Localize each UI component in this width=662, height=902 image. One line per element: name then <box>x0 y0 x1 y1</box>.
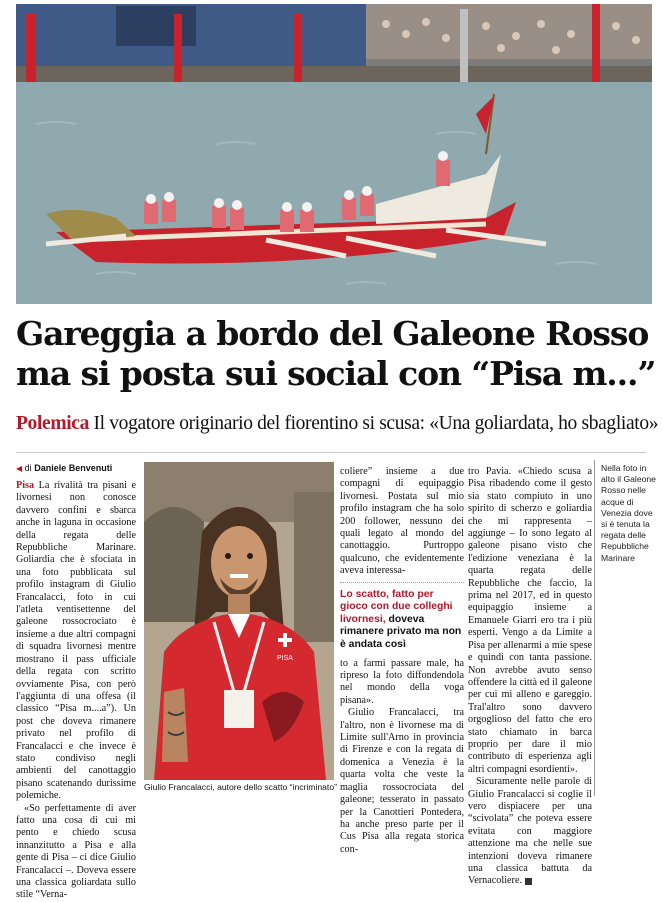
pullquote-highlight: Lo scatto, fatto per gioco con due colleghi livornesi, <box>340 588 453 625</box>
side-caption: Nella foto in alto il Galeone Rosso nelle acque di Venezia dove si è tenuta la regata delle Repubbliche Marinare <box>601 463 656 563</box>
headline-line-2: ma si posta sui social con “Pisa m...” <box>16 354 656 393</box>
portrait-photo <box>144 462 334 780</box>
byline-author: Daniele Benvenuti <box>34 463 113 473</box>
article-column-3 <box>340 466 464 856</box>
paragraph <box>16 480 136 803</box>
pullquote <box>340 589 464 652</box>
rower-portrait-illustration <box>144 462 334 780</box>
square-end-icon <box>525 878 532 885</box>
galeone-boat-illustration <box>16 4 652 304</box>
dateline: Pisa <box>16 480 35 491</box>
paragraph-text: Sicuramente nelle parole di Giulio Francalacci si coglie il vero dispiacere per una “scivolata” che poteva essere evitata con maggiore attenzione ma che nelle sue intenzioni doveva rimanere una classica battuta da Vernacoliere. <box>468 776 592 887</box>
pullquote-divider <box>340 582 464 583</box>
byline-prefix: di <box>24 463 32 473</box>
regatta-photo <box>16 4 652 304</box>
pullquote-text: doveva rimanere privato ma non è andata così <box>340 613 462 651</box>
subheadline <box>16 412 659 436</box>
subhead-text: Il vogatore originario del fiorentino si scusa: «Una goliardata, ho sbagliato» <box>89 413 659 434</box>
sidebar-divider <box>594 460 595 796</box>
paragraph <box>468 776 592 888</box>
paragraph: to a farmi passare male, ha ripreso la foto diffondendola nel mondo della voga pisana». <box>340 657 464 706</box>
headline-line-1: Gareggia a bordo del Galeone Rosso <box>16 314 649 353</box>
headline <box>16 314 656 394</box>
paragraph: tro Pavia. «Chiedo scusa a Pisa ribadendo come il gesto sia stato compiuto in uno spirito di scherzo e goliardia che mi rappresenta – aggiunge – Io sono legato al galeone pisano visto che l'edizione veneziana è la quarta regata delle Repubbliche che faccio, la prima nel 2017, ed in questo equipaggio insieme a Emanuele Giarri ero tra i più esperti. Vengo a da Limite a Pisa per allenarmi a mie spese e quindi con tanta passione. Non avrebbe avuto senso offendere la città ed il galeone per cui mi alleno e gareggio. Tral'altro sono davvero orgoglioso del fatto che ero stato chiamato in barca proprio per dare il mio contributo di esperienza agli altri compagni esordienti». <box>468 466 592 775</box>
photo-caption: Giulio Francalacci, autore dello scatto “incriminato” <box>144 782 337 792</box>
triangle-left-icon: ◀ <box>16 464 23 473</box>
article-column-1 <box>16 462 136 902</box>
jersey-text: PISA <box>277 655 293 662</box>
paragraph: coliere” insieme a due compagni di equipaggio livornesi. Postata sul mio profilo instagram che ha solo 200 follower, nessuno dei quali legato al mondo del canottaggio. Purtroppo qualcuno, che evidentemente aveva interessa- <box>340 466 464 577</box>
article-column-4 <box>468 466 592 888</box>
paragraph-text: La rivalità tra pisani e livornesi non conosce davvero confini e sbarca anche in laguna in occasione della regata delle Repubbliche Marinare. Goliardia che è sfociata in una foto pubblicata sul profilo instagram di Giulio Francalacci, foto in cui l'atleta ventisettenne del galeone rossocrociato è insieme a due altri compagni di squadra livornesi mentre mostrano il pass ufficiale della regata con scritto ovviamente Pisa, con però l'aggiunta di una offesa (il classico “Pisa m....a”). Un post che doveva rimanere privato nel profilo di Francalacci e che invece è stato condiviso negli ambienti del canottaggio pisano scatenando durissime polemiche. <box>16 480 136 802</box>
paragraph: Giulio Francalacci, tra l'altro, non è livornese ma di Limite sull'Arno in provincia di Firenze e con la regata di domenica a Venezia è la quarta volta che veste la maglia rossocrociata del galeone; tesserato in passato per la Canottieri Pontedera, ha anche preso parte per il Cus Pisa alla regata storica con- <box>340 707 464 855</box>
byline <box>16 462 136 475</box>
divider <box>16 452 646 453</box>
paragraph: «So perfettamente di aver fatto una cosa di cui mi pento e chiedo scusa innanzitutto a Pisa e alla gente di Pisa – ci dice Giulio Francalacci –. Doveva essere una classica goliardata sullo stile “Verna- <box>16 802 136 901</box>
kicker-label: Polemica <box>16 413 90 434</box>
